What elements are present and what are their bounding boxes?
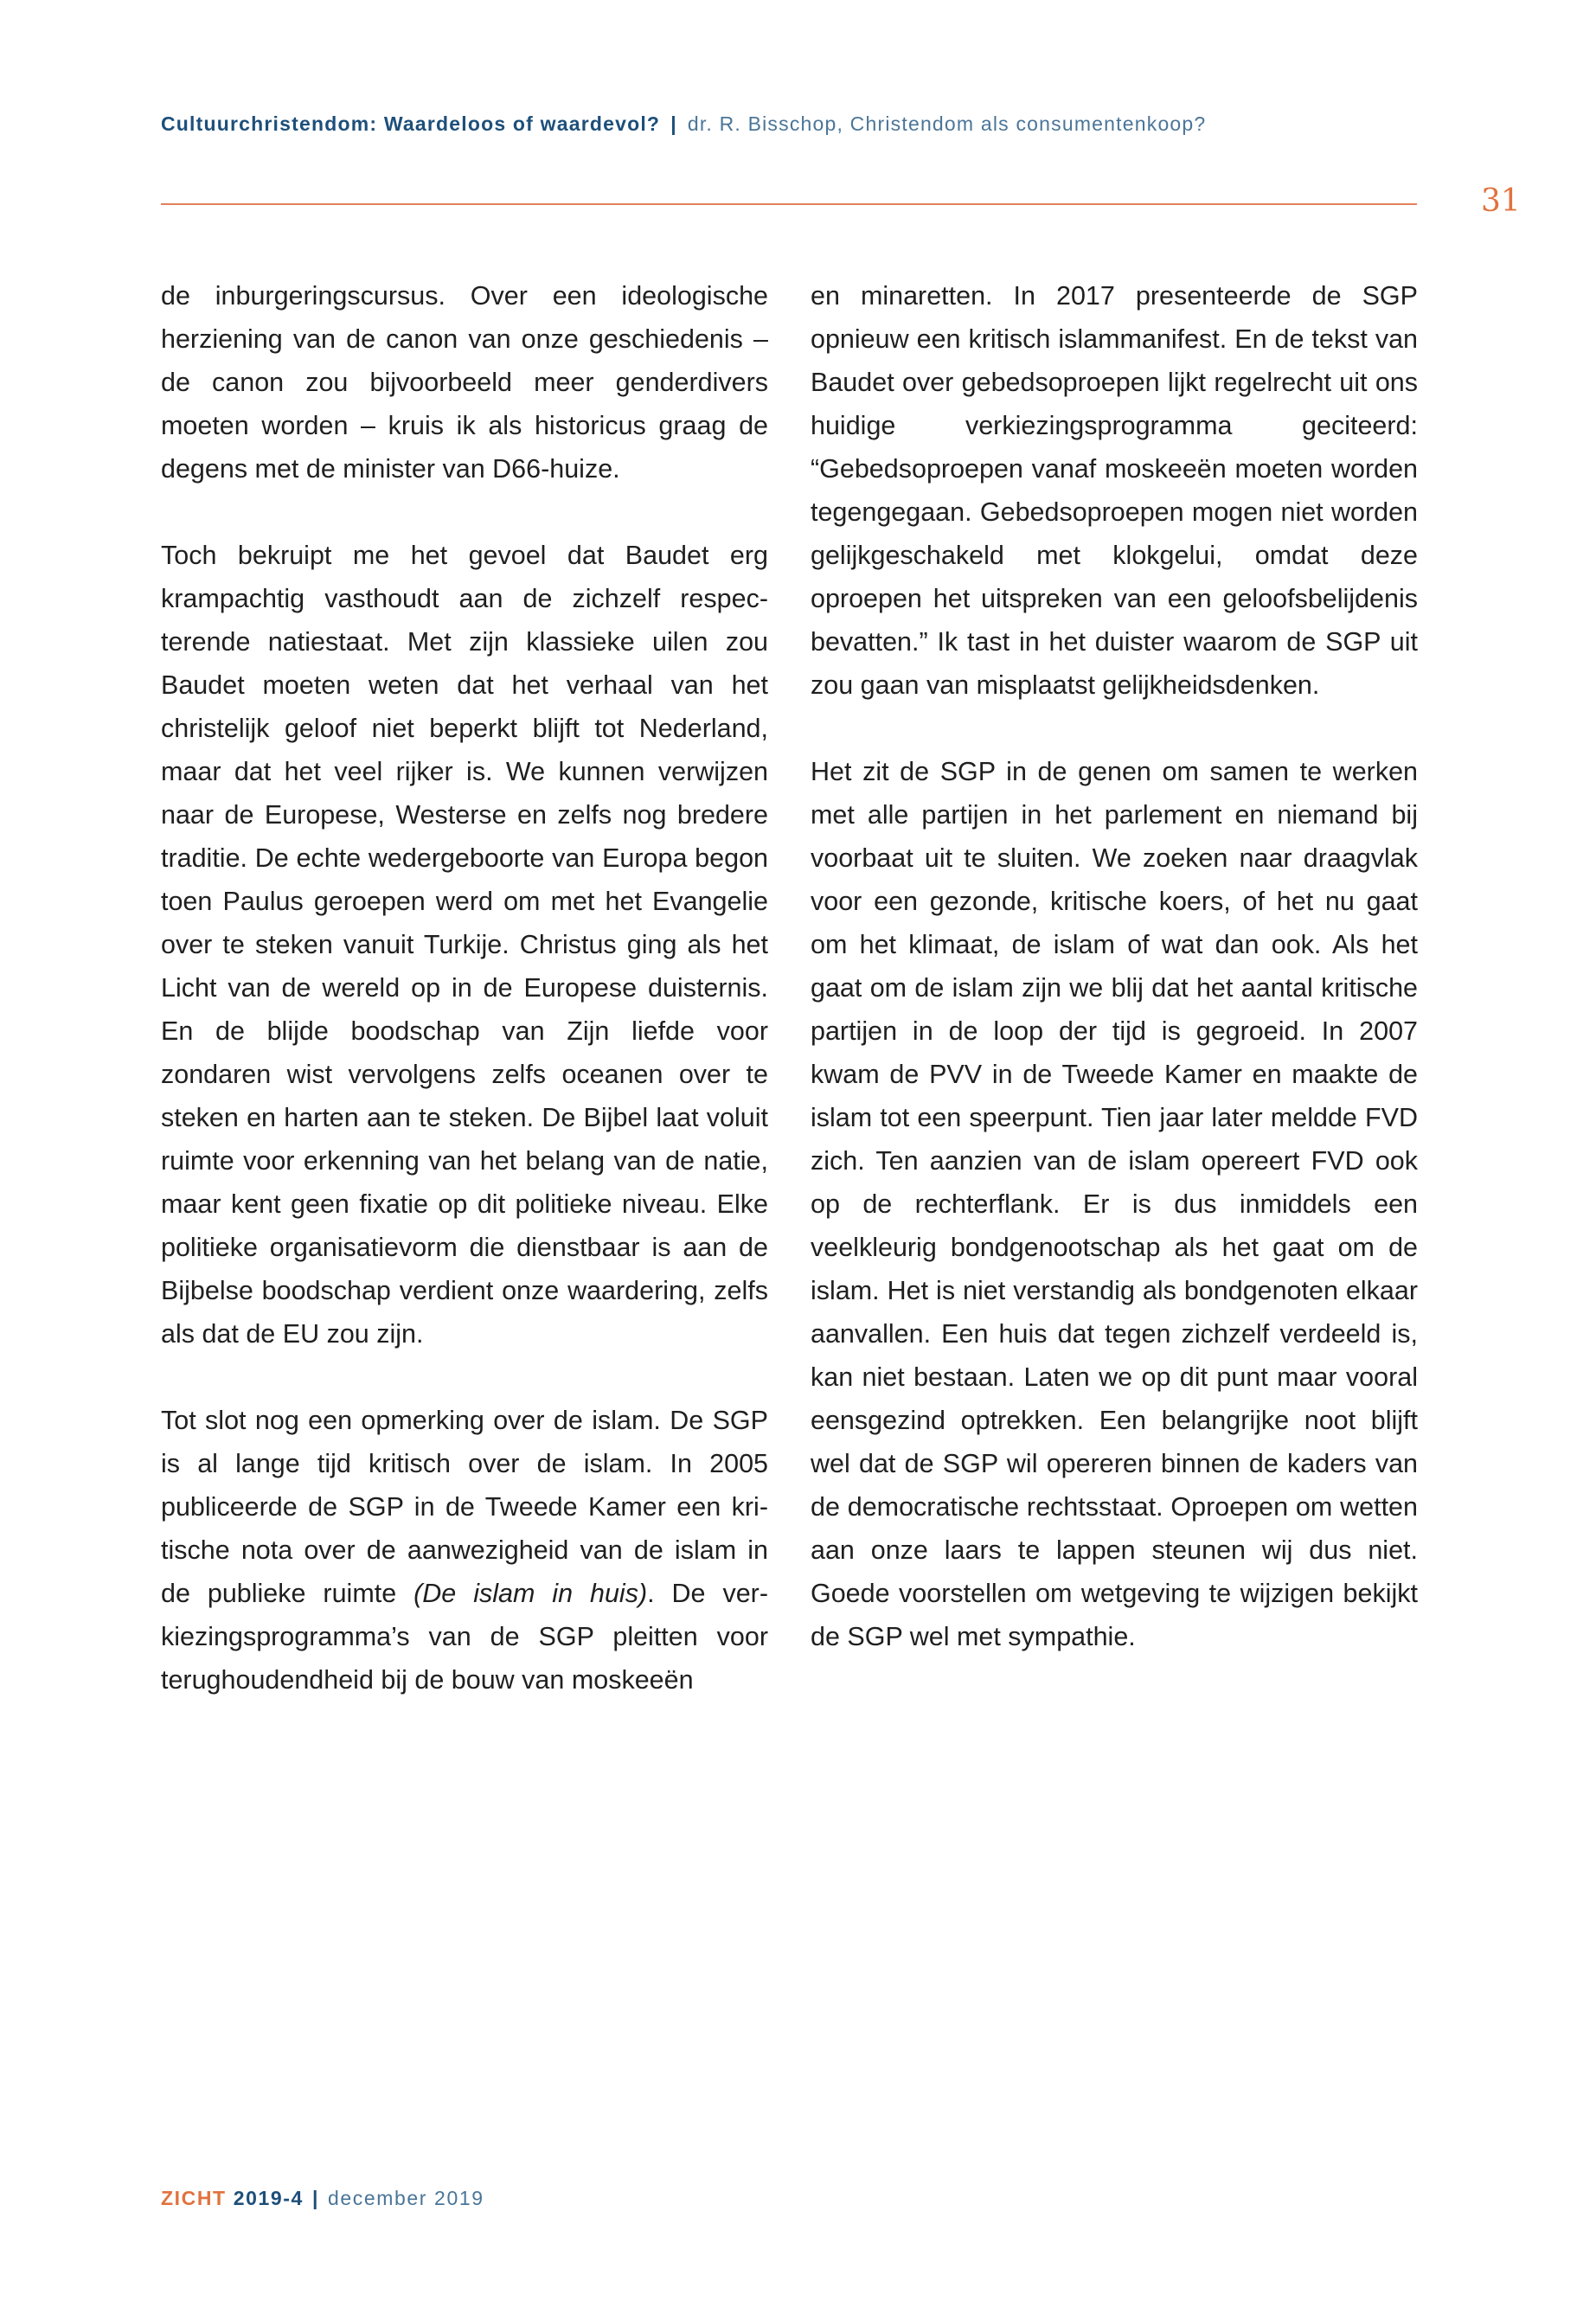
running-header	[161, 112, 1206, 136]
left-paragraph-1: de inburgeringscursus. Over een ideologische herziening van de canon van onze geschiedenis – de canon zou bijvoorbeeld meer genderdivers moeten worden – kruis ik als historicus graag de degens met de minister van D66-huize.	[161, 281, 768, 484]
header-rule	[161, 203, 1417, 205]
header-separator: |	[670, 112, 677, 135]
left-paragraph-3-start: Tot slot nog een opmerking over de islam. De SGP is al lange tijd kritisch over de islam. In 2005 publiceerde de SGP in de Tweede Kamer een kritische nota over de aanwezigheid van de islam in de publieke ruimte	[161, 1406, 768, 1608]
left-paragraph-3-end: . De verkiezingsprogramma’s van de SGP pleitten voor terughoudendheid bij de bouw van moskeeën	[161, 1579, 768, 1695]
footer-separator: |	[311, 2187, 319, 2209]
left-column	[161, 274, 768, 1702]
left-paragraph-3	[161, 1399, 768, 1702]
right-paragraph-2: Het zit de SGP in de genen om samen te werken met alle partijen in het parlement en niemand bij voorbaat uit te sluiten. We zoeken naar draagvlak voor een gezonde, kritische koers, of het nu gaat om het klimaat, de islam of wat dan ook. Als het gaat om de islam zijn we blij dat het aantal kritische partijen in de loop der tijd is gegroeid. In 2007 kwam de PVV in de Tweede Kamer en maakte de islam tot een speerpunt. Tien jaar later meldde FVD zich. Ten aanzien van de islam opereert FVD ook op de rechterflank. Er is dus inmiddels een veelkleurig bondgenootschap als het gaat om de islam. Het is niet verstandig als bondgenoten elkaar aanvallen. Een huis dat tegen zichzelf verdeeld is, kan niet bestaan. Laten we op dit punt maar vooral eensgezind optrekken. Een belangrijke noot blijft wel dat de SGP wil opereren binnen de kaders van de democratische rechtsstaat. Oproepen om wetten aan onze laars te lappen steunen wij dus niet. Goede voorstellen om wetgeving te wijzigen bekijkt de SGP wel met sympathie.	[811, 757, 1418, 1651]
page-number: 31	[1481, 183, 1521, 219]
header-subtitle: dr. R. Bisschop, Christendom als consumentenkoop?	[687, 112, 1207, 135]
footer-issue: 2019-4	[233, 2187, 304, 2209]
footer-date: december 2019	[327, 2187, 484, 2209]
footer-brand: ZICHT	[161, 2187, 227, 2209]
right-column	[811, 274, 1418, 1658]
left-paragraph-2: Toch bekruipt me het gevoel dat Baudet erg krampachtig vasthoudt aan de zichzelf respecterende natiestaat. Met zijn klassieke uilen zou Baudet moeten weten dat het verhaal van het christelijk geloof niet beperkt blijft tot Nederland, maar dat het veel rijker is. We kunnen verwijzen naar de Europese, Westerse en zelfs nog bredere traditie. De echte wedergeboorte van Europa begon toen Paulus geroepen werd om met het Evangelie over te steken vanuit Turkije. Christus ging als het Licht van de wereld op in de Europese duisternis. En de blijde boodschap van Zijn liefde voor zondaren wist vervolgens zelfs oceanen over te steken en harten aan te steken. De Bijbel laat voluit ruimte voor erkenning van het belang van de natie, maar kent geen fixatie op dit politieke niveau. Elke politieke organisatievorm die dienstbaar is aan de Bijbelse boodschap verdient onze waardering, zelfs als dat de EU zou zijn.	[161, 541, 768, 1349]
right-paragraph-1: en minaretten. In 2017 presenteerde de SGP opnieuw een kritisch islammanifest. En de tekst van Baudet over gebedsoproepen lijkt regelrecht uit ons huidige verkiezingsprogramma geciteerd: “Gebedsoproepen vanaf moskeeën moeten worden tegengegaan. Gebedsoproepen mogen niet worden gelijkgeschakeld met klokgelui, omdat deze oproepen het uitspreken van een geloofsbelijdenis bevatten.” Ik tast in het duister waarom de SGP uit zou gaan van misplaatst gelijkheidsdenken.	[811, 281, 1418, 700]
book-title-italic: (De islam in huis)	[413, 1579, 648, 1608]
header-title: Cultuurchristendom: Waardeloos of waardevol?	[161, 112, 661, 135]
page-footer	[161, 2187, 484, 2210]
